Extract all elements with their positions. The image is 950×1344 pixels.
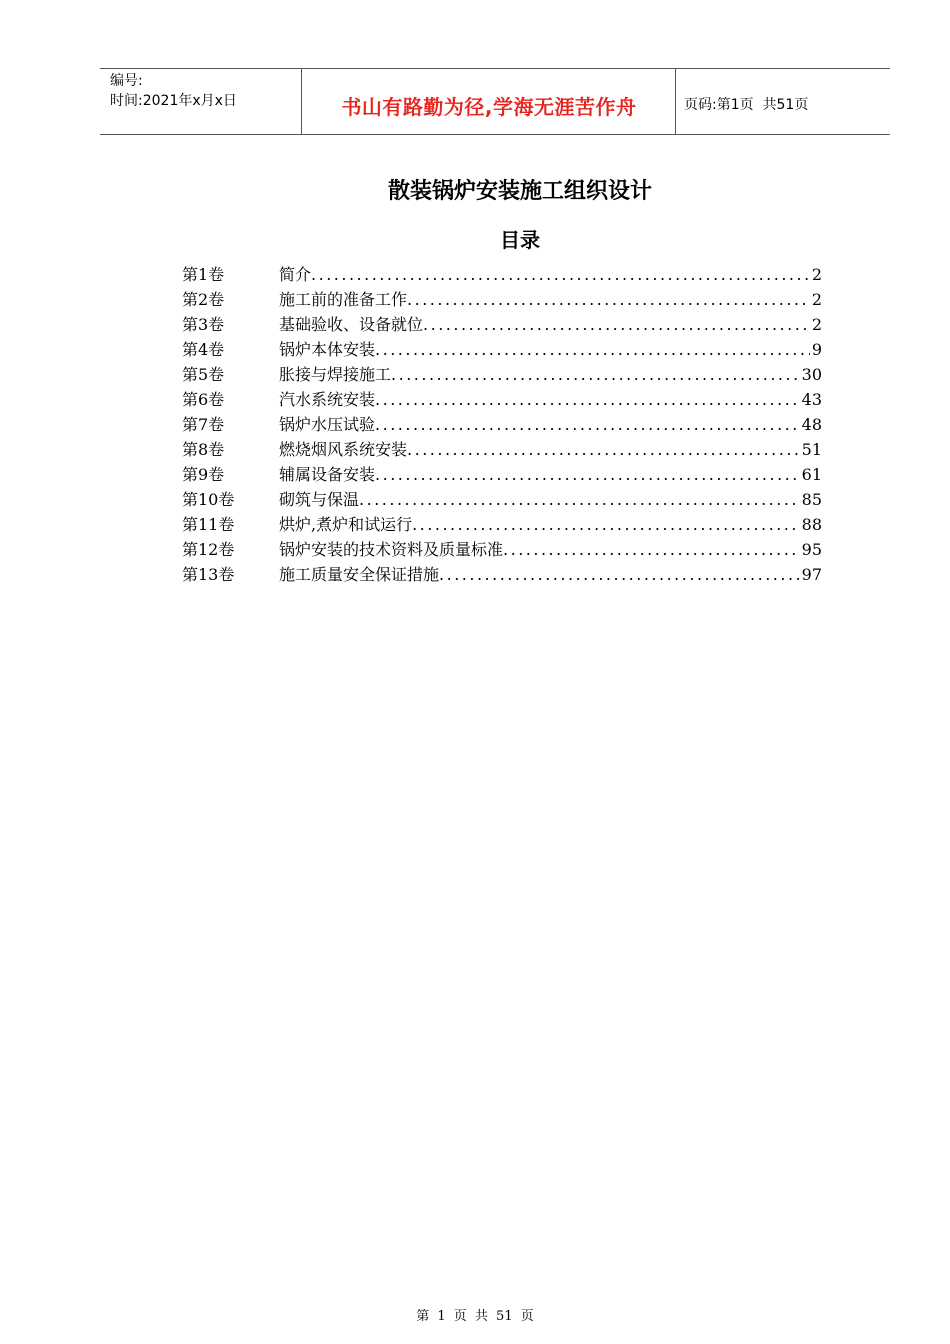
toc-entry[interactable] xyxy=(182,337,822,362)
page-header xyxy=(100,68,890,135)
toc-title: 汽水系统安装 xyxy=(279,390,376,409)
toc-title: 锅炉水压试验 xyxy=(279,415,376,434)
toc-entry[interactable] xyxy=(182,412,822,437)
toc-leader-dots xyxy=(503,537,800,562)
toc-leader-dots xyxy=(359,487,800,512)
toc-entry[interactable] xyxy=(182,487,822,512)
toc-leader-dots xyxy=(407,287,810,312)
toc-entry[interactable] xyxy=(182,512,822,537)
toc-page-number: 61 xyxy=(801,465,822,484)
toc-page-number: 48 xyxy=(801,415,822,434)
toc-title: 燃烧烟风系统安装 xyxy=(279,440,408,459)
toc-entry[interactable] xyxy=(182,312,822,337)
toc-page-number: 51 xyxy=(801,440,822,459)
toc-entry[interactable] xyxy=(182,262,822,287)
toc-page-number: 2 xyxy=(811,315,822,334)
toc-title: 砌筑与保温 xyxy=(279,490,360,509)
toc-title: 施工前的准备工作 xyxy=(279,290,408,309)
toc-volume: 第6卷 xyxy=(182,390,225,409)
toc-volume: 第1卷 xyxy=(182,265,225,284)
document-title: 散装锅炉安装施工组织设计 xyxy=(387,179,652,204)
toc-leader-dots xyxy=(439,562,800,587)
toc-volume: 第5卷 xyxy=(182,365,225,384)
toc-title: 烘炉,煮炉和试运行 xyxy=(279,515,413,534)
toc-page-number: 85 xyxy=(801,490,822,509)
toc-entry[interactable] xyxy=(182,462,822,487)
toc-entry[interactable] xyxy=(182,437,822,462)
toc-heading: 目录 xyxy=(500,228,540,252)
toc-entry[interactable] xyxy=(182,562,822,587)
toc-leader-dots xyxy=(412,512,800,537)
serial-label: 编号: xyxy=(110,73,143,89)
toc-page-number: 30 xyxy=(801,365,822,384)
toc-entry[interactable] xyxy=(182,362,822,387)
toc-title: 辅属设备安装 xyxy=(279,465,376,484)
toc-volume: 第4卷 xyxy=(182,340,225,359)
header-motto: 书山有路勤为径,学海无涯苦作舟 xyxy=(341,95,637,119)
toc-volume: 第13卷 xyxy=(182,565,235,584)
toc-leader-dots xyxy=(391,362,800,387)
toc-volume: 第7卷 xyxy=(182,415,225,434)
toc-volume: 第12卷 xyxy=(182,540,235,559)
toc-page-number: 97 xyxy=(801,565,822,584)
toc-title: 锅炉本体安装 xyxy=(279,340,376,359)
toc-leader-dots xyxy=(407,437,800,462)
toc-entry[interactable] xyxy=(182,387,822,412)
toc-leader-dots xyxy=(423,312,810,337)
toc-volume: 第9卷 xyxy=(182,465,225,484)
toc-volume: 第10卷 xyxy=(182,490,235,509)
toc-title: 胀接与焊接施工 xyxy=(279,365,392,384)
header-page-indicator: 页码:第1页 共51页 xyxy=(684,97,809,113)
toc-volume: 第8卷 xyxy=(182,440,225,459)
toc-volume: 第11卷 xyxy=(182,515,235,534)
header-meta xyxy=(110,71,237,111)
date-label: 时间:2021年x月x日 xyxy=(110,93,237,109)
toc-entry[interactable] xyxy=(182,287,822,312)
table-of-contents xyxy=(182,262,822,587)
toc-leader-dots xyxy=(375,387,800,412)
toc-page-number: 2 xyxy=(811,265,822,284)
page-footer: 第 1 页 共 51 页 xyxy=(416,1309,534,1324)
toc-volume: 第2卷 xyxy=(182,290,225,309)
header-divider xyxy=(675,69,676,134)
toc-page-number: 43 xyxy=(801,390,822,409)
toc-title: 简介 xyxy=(279,265,312,284)
toc-page-number: 9 xyxy=(811,340,822,359)
toc-page-number: 95 xyxy=(801,540,822,559)
toc-title: 锅炉安装的技术资料及质量标准 xyxy=(279,540,504,559)
toc-title: 基础验收、设备就位 xyxy=(279,315,424,334)
toc-leader-dots xyxy=(375,462,800,487)
toc-title: 施工质量安全保证措施 xyxy=(279,565,440,584)
toc-page-number: 88 xyxy=(801,515,822,534)
toc-leader-dots xyxy=(375,337,810,362)
toc-volume: 第3卷 xyxy=(182,315,225,334)
toc-leader-dots xyxy=(375,412,800,437)
toc-page-number: 2 xyxy=(811,290,822,309)
toc-leader-dots xyxy=(311,262,810,287)
toc-entry[interactable] xyxy=(182,537,822,562)
